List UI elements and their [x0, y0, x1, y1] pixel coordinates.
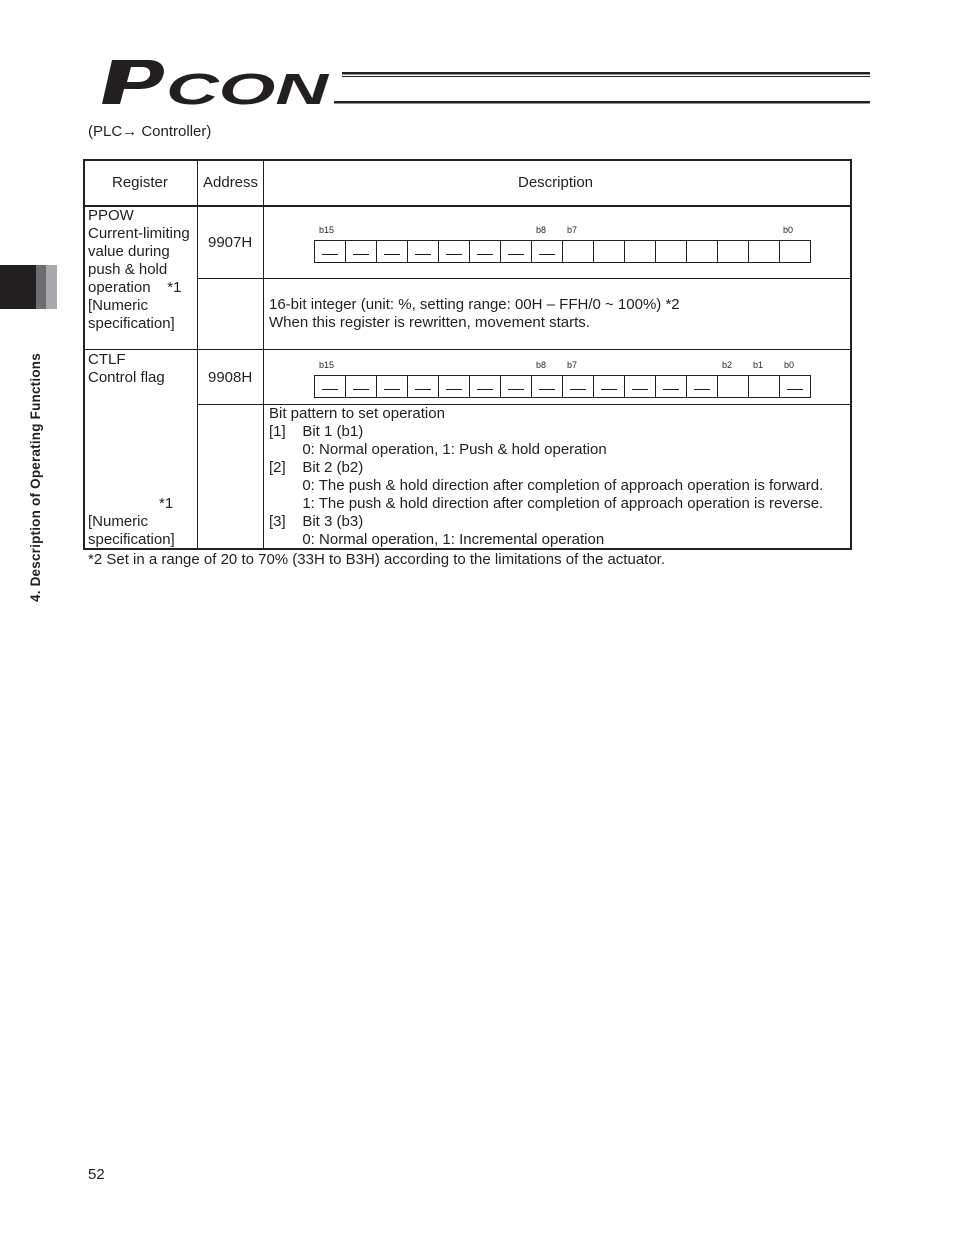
bit-cell-b11 — [439, 376, 470, 397]
bit-cell-b10 — [470, 241, 501, 262]
description-line: 0: The push & hold direction after completion of approach operation is forward. — [269, 477, 824, 494]
bit-cell-b4 — [656, 241, 687, 262]
description-line: [1] Bit 1 (b1) — [269, 423, 364, 440]
description-line: When this register is rewritten, movement starts. — [269, 314, 590, 331]
header-rule — [334, 70, 870, 111]
bit-cell-b0 — [780, 241, 810, 262]
bit-label: b0 — [784, 360, 795, 370]
bit-cell-b2 — [718, 376, 749, 397]
description-line: [3] Bit 3 (b3) — [269, 513, 364, 530]
bit-cell-b14 — [346, 376, 377, 397]
register-note: [Numeric — [88, 513, 149, 530]
bit-cell-b6 — [594, 241, 625, 262]
bit-cell-b3 — [687, 241, 718, 262]
register-note: *1 — [159, 495, 174, 512]
column-header-description: Description — [518, 174, 594, 191]
bit-cell-b12 — [408, 376, 439, 397]
bit-cell-b4 — [656, 376, 687, 397]
bit-cell-b13 — [377, 376, 408, 397]
register-name-ctlf: CTLF — [88, 351, 126, 368]
description-line: [2] Bit 2 (b2) — [269, 459, 364, 476]
bit-label: b7 — [567, 360, 578, 370]
bit-cell-b8 — [532, 241, 563, 262]
pcon-logo — [96, 56, 336, 111]
chapter-tab — [0, 265, 58, 309]
bit-label: b8 — [536, 360, 547, 370]
bit-label: b15 — [319, 360, 335, 370]
bit-label: b8 — [536, 225, 547, 235]
register-desc-line: push & hold — [88, 261, 168, 278]
bit-cell-b8 — [532, 376, 563, 397]
chapter-label: 4. Description of Operating Functions — [28, 353, 43, 602]
bit-label: b15 — [319, 225, 335, 235]
column-header-register: Register — [112, 174, 168, 191]
bit-cell-b3 — [687, 376, 718, 397]
description-line: 0: Normal operation, 1: Incremental operation — [269, 531, 605, 548]
bit-cell-b11 — [439, 241, 470, 262]
register-desc-line: [Numeric — [88, 297, 149, 314]
bit-cell-b7 — [563, 241, 594, 262]
bit-cell-b13 — [377, 241, 408, 262]
bit-cell-b15 — [315, 241, 346, 262]
bit-cell-b0 — [780, 376, 810, 397]
description-line: Bit pattern to set operation — [269, 405, 445, 422]
bit-cell-b1 — [749, 241, 780, 262]
bit-cell-b2 — [718, 241, 749, 262]
bit-cell-b9 — [501, 376, 532, 397]
bit-label: b2 — [722, 360, 733, 370]
bit-label: b7 — [567, 225, 578, 235]
bit-cell-b12 — [408, 241, 439, 262]
bit-cell-b5 — [625, 241, 656, 262]
bit-cell-b10 — [470, 376, 501, 397]
page-number: 52 — [88, 1166, 105, 1183]
bit-cell-b1 — [749, 376, 780, 397]
bit-label: b1 — [753, 360, 764, 370]
register-note: specification] — [88, 531, 175, 548]
register-name-ppow: PPOW — [88, 207, 134, 224]
description-line: 16-bit integer (unit: %, setting range: 00H – FFH/0 ~ 100%) *2 — [269, 296, 680, 313]
bit-label: b0 — [783, 225, 794, 235]
svg-text:CON: CON — [166, 65, 331, 106]
bit-cell-b15 — [315, 376, 346, 397]
address-ppow: 9907H — [208, 234, 253, 251]
footnote: *2 Set in a range of 20 to 70% (33H to B3H) according to the limitations of the actuator. — [88, 551, 666, 568]
bit-cell-b5 — [625, 376, 656, 397]
bit-cell-b7 — [563, 376, 594, 397]
column-header-address: Address — [203, 174, 259, 191]
description-line: 0: Normal operation, 1: Push & hold operation — [269, 441, 607, 458]
register-desc-line: Current-limiting — [88, 225, 190, 242]
register-desc-line: operation *1 — [88, 279, 182, 296]
bit-cell-b14 — [346, 241, 377, 262]
bit-cell-b9 — [501, 241, 532, 262]
direction-label: (PLC→ Controller) — [88, 123, 212, 140]
bit-field-ppow — [314, 240, 811, 263]
register-desc-line: value during — [88, 243, 170, 260]
bit-cell-b6 — [594, 376, 625, 397]
register-desc-line: Control flag — [88, 369, 165, 386]
description-line: 1: The push & hold direction after completion of approach operation is reverse. — [269, 495, 824, 512]
register-desc-line: specification] — [88, 315, 175, 332]
bit-field-ctlf — [314, 375, 811, 398]
address-ctlf: 9908H — [208, 369, 253, 386]
